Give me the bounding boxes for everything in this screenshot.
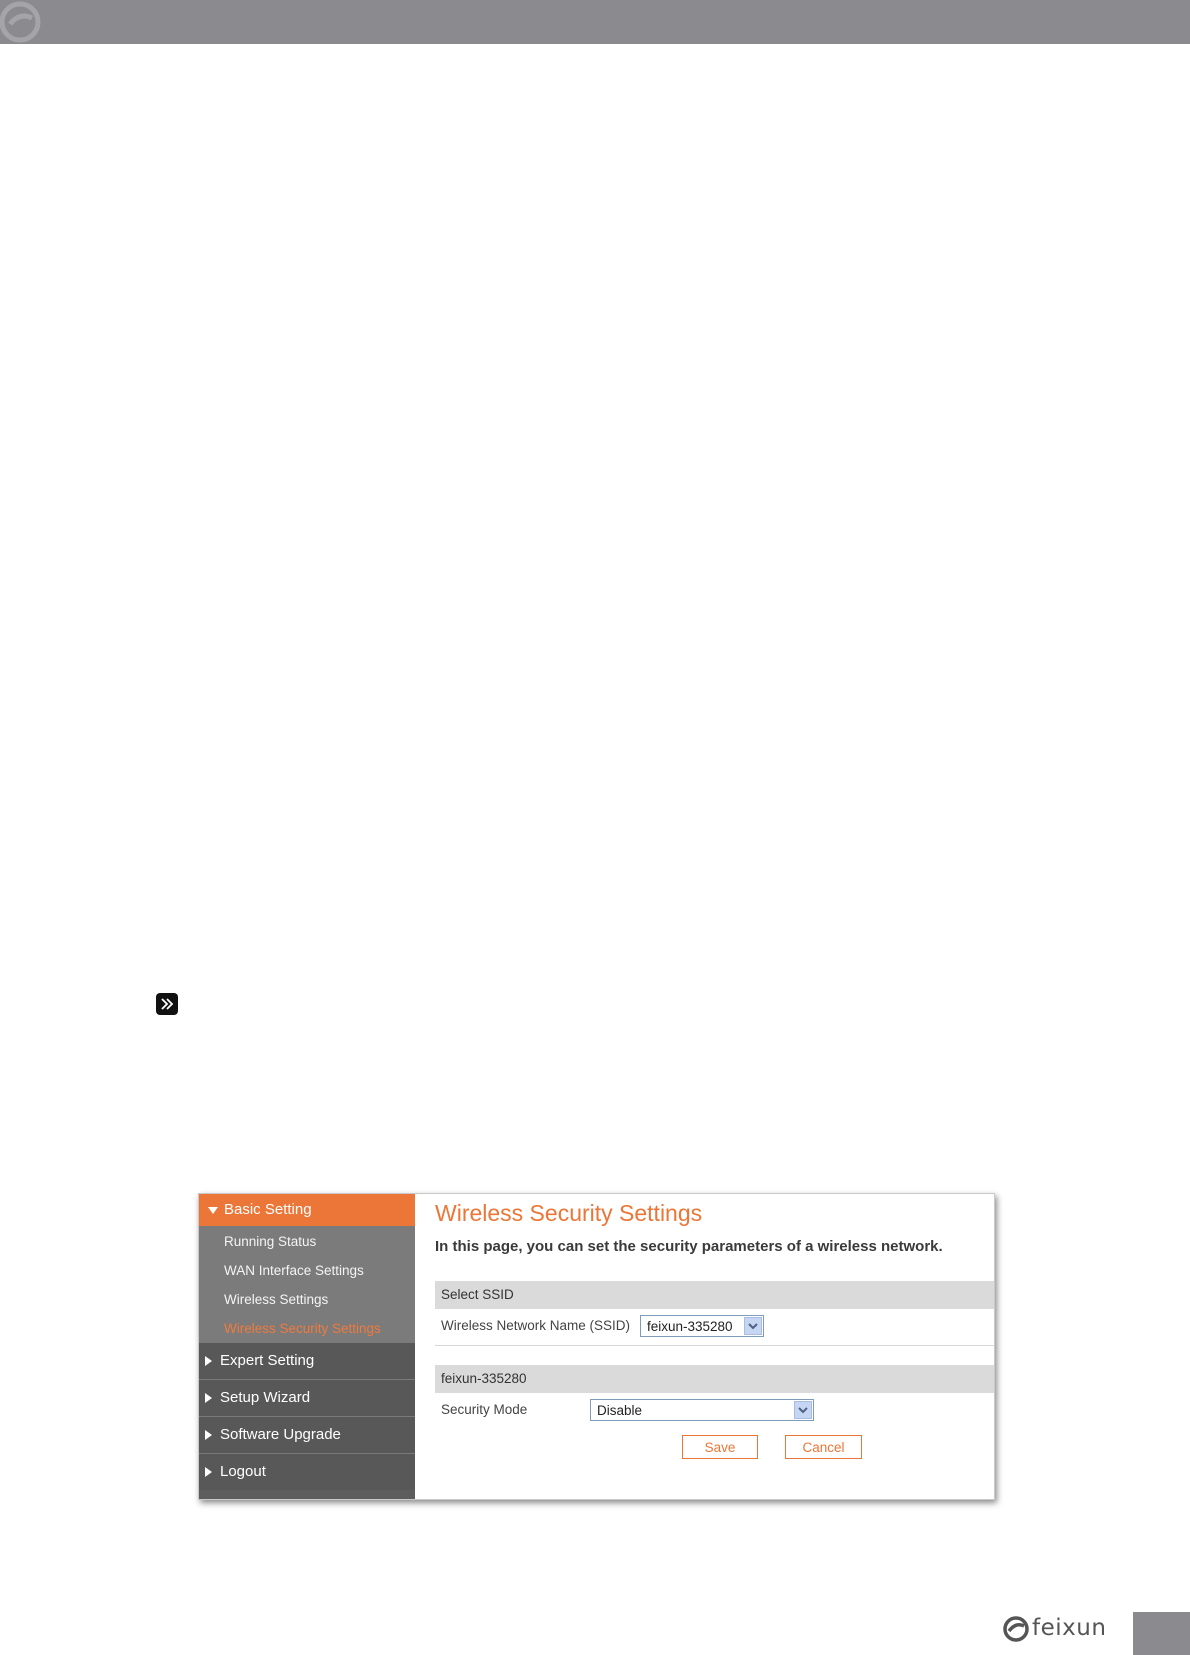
- sidebar-item-label: Setup Wizard: [220, 1389, 311, 1406]
- security-mode-select-value: Disable: [597, 1403, 643, 1418]
- brand-wordmark: feixun: [1032, 1615, 1107, 1641]
- ssid-select[interactable]: [640, 1315, 764, 1337]
- main-content: [415, 1194, 994, 1499]
- sidebar-item-wireless-settings[interactable]: Wireless Settings: [224, 1292, 329, 1307]
- sidebar-item-wireless-security-settings[interactable]: Wireless Security Settings: [224, 1321, 381, 1336]
- section-header-ssid: [435, 1365, 994, 1393]
- page-description: In this page, you can set the security parameters of a wireless network.: [435, 1238, 943, 1255]
- sidebar-item-wan-interface-settings[interactable]: WAN Interface Settings: [224, 1263, 364, 1278]
- divider: [435, 1345, 994, 1346]
- ssid-select-value: feixun-335280: [647, 1319, 733, 1334]
- sidebar-item-label: Expert Setting: [220, 1352, 315, 1369]
- section-header-label: Select SSID: [441, 1287, 514, 1302]
- sidebar-subnav: [199, 1226, 415, 1342]
- sidebar-item-label: Logout: [220, 1463, 266, 1480]
- sidebar-item-software-upgrade[interactable]: [199, 1416, 415, 1453]
- section-header-label: feixun-335280: [441, 1371, 527, 1386]
- sidebar-item-running-status[interactable]: Running Status: [224, 1234, 317, 1249]
- dropdown-arrow-icon[interactable]: [744, 1317, 762, 1335]
- page-number-tab: [1133, 1612, 1190, 1655]
- sidebar-item-setup-wizard[interactable]: [199, 1379, 415, 1416]
- double-chevron-right-icon: [156, 993, 178, 1015]
- triangle-right-icon: [205, 1393, 212, 1403]
- ssid-label: Wireless Network Name (SSID): [441, 1318, 631, 1333]
- sidebar: [199, 1194, 415, 1499]
- router-admin-screenshot: [198, 1193, 995, 1500]
- sidebar-item-label: Software Upgrade: [220, 1426, 341, 1443]
- triangle-right-icon: [205, 1430, 212, 1440]
- feixun-mark-icon: [0, 0, 44, 44]
- triangle-down-icon: [208, 1207, 218, 1214]
- page-title: Wireless Security Settings: [435, 1200, 703, 1226]
- dropdown-arrow-icon[interactable]: [794, 1401, 812, 1419]
- cancel-button[interactable]: Cancel: [785, 1435, 862, 1459]
- triangle-right-icon: [205, 1356, 212, 1366]
- sidebar-item-logout[interactable]: [199, 1453, 415, 1490]
- triangle-right-icon: [205, 1467, 212, 1477]
- page-header-bar: [0, 0, 1190, 44]
- section-header-select-ssid: [435, 1281, 994, 1309]
- sidebar-section-basic-setting[interactable]: [199, 1194, 415, 1226]
- save-button[interactable]: Save: [682, 1435, 758, 1459]
- security-mode-select[interactable]: [590, 1399, 814, 1421]
- sidebar-section-label: Basic Setting: [224, 1201, 312, 1218]
- sidebar-item-expert-setting[interactable]: [199, 1342, 415, 1379]
- feixun-logo: [1002, 1614, 1112, 1644]
- security-mode-label: Security Mode: [441, 1402, 528, 1417]
